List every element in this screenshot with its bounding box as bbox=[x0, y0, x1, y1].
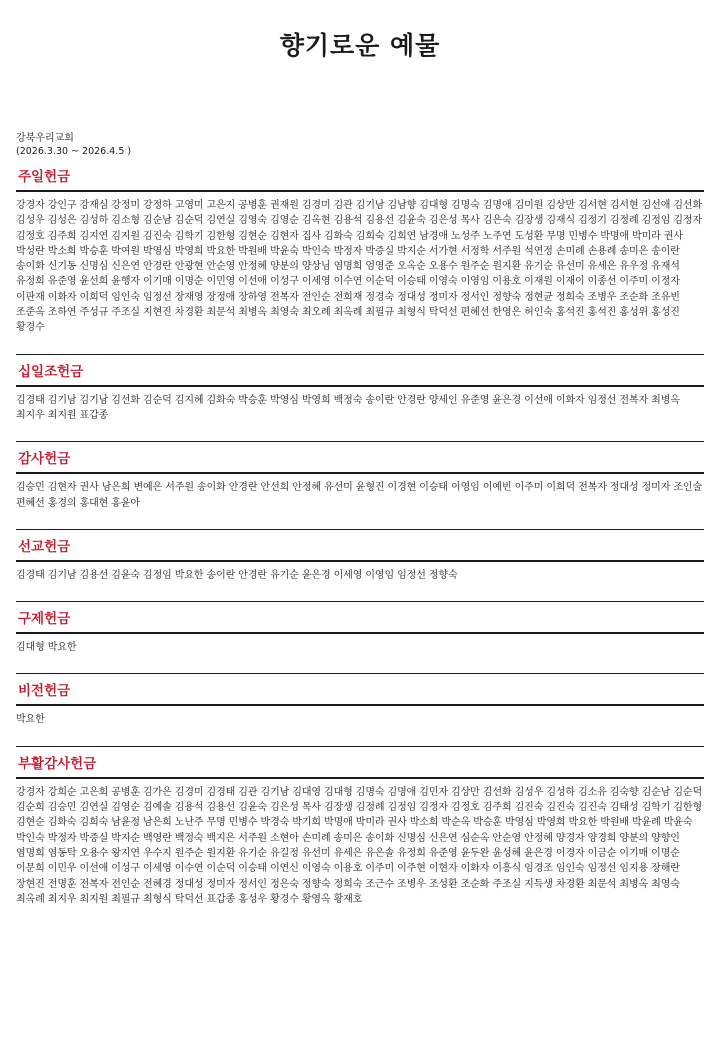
donor-names: 김경태 김기남 김기남 김선화 김순덕 김지혜 김화숙 박승훈 박영심 박영희 백정숙 송이란 안경란 양세인 유준영 윤은경 이선애 이화자 임정선 전복자 최병옥 최지우 최지원 표갑종 bbox=[16, 394, 680, 421]
donor-names: 박요한 bbox=[16, 714, 45, 726]
page-title: 향기로운 예물 bbox=[279, 31, 441, 60]
section-relief-offering bbox=[16, 601, 704, 667]
donor-names: 강경자 강희순 고은희 공병훈 김가은 김경미 김경태 김관 김기남 김대영 김대형 김명숙 김명애 김민자 김상만 김선화 김성우 김성하 김소유 김숙향 김순남 김순덕 김순희 김승민 김연실 김영순 김예솔 김용석 김용선 김윤숙 김은성 목사 김장생 김정례 김정임 김정자 김정호 김주희 김진숙 김진숙 김진숙 김태성 김학기 김한형 김현순 김화숙 김희숙 남윤정 남은희 노난주 무명 민병수 박경숙 박기희 박명애 박미라 권사 박소희 박순옥 박승훈 박영심 박영희 박요한 박원배 박윤례 박윤숙 박인숙 박정자 박증실 박지순 백영란 백정숙 백지은 서주원 소현아 손미례 송미은 송이화 신명심 신은연 심순옥 안순영 안정혜 양경자 양경희 양분의 양향인 염명희 염동탁 오용수 왕지연 우수지 원주순 원지환 유기순 유길정 유선미 유세은 유은솔 유정희 유준영 윤두완 윤성혜 윤은경 이경자 이금순 이기매 이명순 이문희 이민우 이선애 이성구 이세영 이수연 이순덕 이승태 이연신 이영숙 이용호 이주미 이주현 이현자 이화자 이흥식 임경조 임인숙 임정선 임지용 장해란 장현진 전명훈 전복자 전인순 전혜경 정대성 정미자 정서인 정은숙 정향숙 정희숙 조근수 조병우 조성환 조순화 주조실 지득생 차경환 최문석 최병옥 최영숙 최옥례 최지우 최지원 최필규 최형식 탁덕선 표갑종 홍성우 황경수 황영옥 황재호 bbox=[16, 786, 703, 905]
date-period: (2026.3.30 ~ 2026.4.5 ) bbox=[16, 146, 132, 157]
section-heading: 선교헌금 bbox=[16, 534, 704, 562]
church-info bbox=[16, 132, 704, 158]
section-sunday-offering bbox=[16, 164, 704, 348]
donor-names: 김대형 박요한 bbox=[16, 642, 77, 654]
section-heading: 주일헌금 bbox=[16, 164, 704, 192]
section-thanks-offering bbox=[16, 441, 704, 523]
section-heading: 감사헌금 bbox=[16, 446, 704, 474]
donor-names: 강경자 강인구 강재심 강정미 강정하 고영미 고은지 공병훈 권재원 김경미 김관 김기남 김남향 김대형 김명숙 김명애 김미원 김상만 김서현 김서현 김선애 김선화 김성우 김성은 김성하 김소형 김순남 김순덕 김연실 김영숙 김영순 김옥현 김용석 김용선 김윤숙 김은성 목사 김은숙 김장생 김재식 김정기 김정례 김정임 김정자 김정호 김주희 김지연 김지원 김진숙 김학기 김한형 김현순 김현자 집사 김화숙 김희숙 김희연 남경애 노성주 노주연 도성환 무명 민병수 박명애 박미라 권사 박성란 박소희 박승훈 박여원 박영심 박영희 박요한 박원배 박윤숙 박인숙 박정자 박증실 박지순 서가현 서정학 서주원 석연정 손미례 손용례 송미은 송이란 송이화 신기동 신명심 신은연 안경란 안광현 안순영 안정혜 양분의 양상님 염명희 엄영준 오옥순 오용수 원주순 원지환 유기순 유선미 유세은 유우정 유재석 유정희 유준영 윤선희 윤행자 이기매 이명순 이민영 이선애 이성구 이세영 이수연 이순덕 이승태 이영숙 이영임 이용호 이재원 이재이 이종선 이주미 이정자 이판재 이화자 이희덕 임인숙 임정선 장재영 장정애 장하영 전복자 전인순 전희재 정경숙 정대성 정미자 정서인 정향숙 정현균 정희숙 조병우 조순화 조유빈 조준옥 조하연 주성규 주조실 지현진 차경환 최문석 최병옥 최영숙 최오례 최옥례 최필규 최형식 탁덕선 편혜선 한영은 허인숙 홍석진 홍석진 홍성위 홍성진 황경수 bbox=[16, 200, 703, 334]
section-heading: 구제헌금 bbox=[16, 606, 704, 634]
donor-names: 김경태 김기남 김용선 김윤숙 김정임 박요한 송이란 안경란 유기순 윤은경 이세영 이영임 임정선 정향숙 bbox=[16, 569, 458, 581]
section-tithe bbox=[16, 354, 704, 436]
section-heading: 부활감사헌금 bbox=[16, 751, 704, 779]
church-name: 강북우리교회 bbox=[16, 133, 74, 144]
section-easter-offering bbox=[16, 746, 704, 919]
donor-names: 김승민 김현자 권사 남은희 변예은 서주원 송이화 안경란 안선희 안정혜 유선미 윤형진 이경현 이승태 이영임 이예빈 이주미 이희덕 전복자 정대성 정미자 조인술 편혜선 홍경의 홍대현 홍윤아 bbox=[16, 482, 703, 509]
section-mission-offering bbox=[16, 529, 704, 595]
section-heading: 십일조헌금 bbox=[16, 359, 704, 387]
section-vision-offering bbox=[16, 673, 704, 739]
section-heading: 비전헌금 bbox=[16, 678, 704, 706]
